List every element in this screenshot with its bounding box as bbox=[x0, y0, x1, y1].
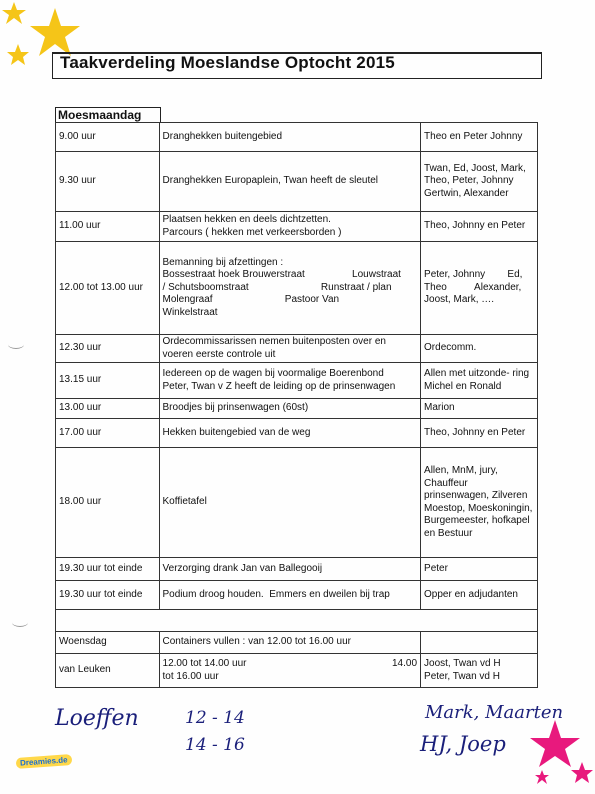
who-cell bbox=[421, 632, 538, 654]
task-line: Bossestraat hoek Brouwerstraat Louwstraat bbox=[162, 269, 401, 281]
table-row bbox=[56, 448, 538, 558]
who-line: Ordecomm. bbox=[424, 342, 477, 354]
time-cell: 9.00 uur bbox=[56, 123, 160, 152]
task-line: Podium droog houden. Emmers en dweilen bij trap bbox=[162, 588, 390, 600]
page-title: Taakverdeling Moeslandse Optocht 2015 bbox=[60, 53, 395, 72]
task-line: Broodjes bij prinsenwagen (60st) bbox=[162, 402, 309, 414]
time-cell: van Leuken bbox=[56, 654, 160, 688]
table-row bbox=[56, 399, 538, 419]
day-label: Moesmaandag bbox=[55, 107, 161, 123]
task-line: Hekken buitengebied van de weg bbox=[162, 426, 311, 438]
task-line: Verzorging drank Jan van Ballegooij bbox=[162, 562, 323, 574]
table-row bbox=[56, 212, 538, 242]
time-cell: 9.30 uur bbox=[56, 152, 160, 212]
task-line: / Schutsboomstraat Runstraat / plan bbox=[162, 281, 392, 293]
task-line: 12.00 tot 14.00 uur bbox=[162, 658, 247, 669]
task-line: Peter, Twan v Z heeft de leiding op de prinsenwagen bbox=[162, 380, 396, 392]
task-line: Plaatsen hekken en deels dichtzetten. bbox=[162, 214, 331, 225]
who-line: Marion bbox=[424, 402, 455, 414]
who-line: Chauffeur bbox=[424, 477, 468, 489]
table-row bbox=[56, 363, 538, 399]
task-cell bbox=[159, 152, 421, 212]
who-cell bbox=[421, 654, 538, 688]
time-cell: 12.00 tot 13.00 uur bbox=[56, 242, 160, 335]
table-row bbox=[56, 654, 538, 688]
who-line: Burgemeester, hofkapel bbox=[424, 515, 530, 526]
task-cell bbox=[159, 419, 421, 448]
who-line: Allen, MnM, jury, bbox=[424, 465, 498, 476]
who-line: Theo, Johnny en Peter bbox=[424, 220, 526, 232]
task-line: Bemanning bij afzettingen : bbox=[162, 256, 284, 268]
time-cell: 13.00 uur bbox=[56, 399, 160, 419]
task-cell bbox=[159, 654, 421, 688]
table-row-spacer bbox=[56, 610, 538, 632]
task-line: Ordecommissarissen nemen buitenposten over en bbox=[162, 336, 386, 347]
time-cell: 18.00 uur bbox=[56, 448, 160, 558]
task-cell bbox=[159, 399, 421, 419]
time-cell: 19.30 uur tot einde bbox=[56, 558, 160, 581]
who-line: Theo en Peter Johnny bbox=[424, 130, 523, 142]
task-cell bbox=[159, 448, 421, 558]
who-line: Allen met uitzonde- ring bbox=[424, 368, 530, 379]
task-cell bbox=[159, 363, 421, 399]
handwritten-name: Loeffen bbox=[55, 706, 139, 731]
task-line: Dranghekken buitengebied bbox=[162, 130, 283, 142]
task-line: Iedereen op de wagen bij voormalige Boerenbond bbox=[162, 368, 384, 379]
task-line: Winkelstraat bbox=[162, 306, 218, 318]
task-cell bbox=[159, 212, 421, 242]
who-line: Peter, Twan vd H bbox=[424, 670, 500, 682]
handwritten-names: HJ, Joep bbox=[420, 732, 506, 756]
who-cell bbox=[421, 123, 538, 152]
who-cell bbox=[421, 152, 538, 212]
who-line: Theo, Peter, Johnny bbox=[424, 175, 514, 187]
handwritten-time: 14 - 16 bbox=[185, 735, 245, 755]
table-row bbox=[56, 558, 538, 581]
schedule-table bbox=[55, 122, 538, 688]
table-row bbox=[56, 419, 538, 448]
task-cell: Containers vullen : van 12.00 tot 16.00 uur bbox=[159, 632, 421, 654]
who-line: Joost, Twan vd H bbox=[424, 658, 501, 669]
punch-hole-mark bbox=[12, 618, 28, 627]
who-line: Theo, Johnny en Peter bbox=[424, 426, 526, 438]
who-line: en Bestuur bbox=[424, 527, 473, 539]
task-cell bbox=[159, 581, 421, 610]
punch-hole-mark bbox=[8, 340, 24, 349]
time-cell: 17.00 uur bbox=[56, 419, 160, 448]
time-cell: 13.15 uur bbox=[56, 363, 160, 399]
who-line: Joost, Mark, …. bbox=[424, 294, 495, 306]
time-cell: Woensdag bbox=[56, 632, 160, 654]
handwritten-names: Mark, Maarten bbox=[425, 702, 564, 723]
task-line: 14.00 bbox=[392, 658, 418, 669]
who-line: Michel en Ronald bbox=[424, 380, 502, 392]
time-cell: 19.30 uur tot einde bbox=[56, 581, 160, 610]
time-cell: 11.00 uur bbox=[56, 212, 160, 242]
task-cell bbox=[159, 558, 421, 581]
who-cell bbox=[421, 363, 538, 399]
who-line: Opper en adjudanten bbox=[424, 588, 518, 600]
time-cell: 12.30 uur bbox=[56, 335, 160, 363]
who-line: Peter, Johnny Ed, bbox=[424, 269, 523, 281]
who-cell bbox=[421, 399, 538, 419]
site-logo: Dreamies.de bbox=[16, 754, 72, 769]
who-cell bbox=[421, 448, 538, 558]
table-row bbox=[56, 335, 538, 363]
handwritten-time: 12 - 14 bbox=[185, 708, 245, 728]
task-line: Dranghekken Europaplein, Twan heeft de sleutel bbox=[162, 175, 379, 187]
task-cell bbox=[159, 123, 421, 152]
task-cell bbox=[159, 242, 421, 335]
task-cell bbox=[159, 335, 421, 363]
table-row bbox=[56, 152, 538, 212]
who-cell bbox=[421, 558, 538, 581]
who-line: Theo Alexander, bbox=[424, 281, 522, 293]
who-cell bbox=[421, 419, 538, 448]
task-line: Koffietafel bbox=[162, 496, 207, 508]
task-line: Molengraaf Pastoor Van bbox=[162, 294, 340, 306]
task-line: voeren eerste controle uit bbox=[162, 348, 276, 360]
who-cell bbox=[421, 212, 538, 242]
who-line: Peter bbox=[424, 562, 448, 574]
task-line: Parcours ( hekken met verkeersborden ) bbox=[162, 226, 342, 238]
table-row bbox=[56, 123, 538, 152]
task-line: tot 16.00 uur bbox=[162, 670, 219, 682]
who-line: prinsenwagen, Zilveren bbox=[424, 490, 528, 501]
table-row bbox=[56, 632, 538, 654]
who-line: Gertwin, Alexander bbox=[424, 187, 509, 199]
table-row bbox=[56, 242, 538, 335]
who-line: Moestop, Moeskoningin, bbox=[424, 502, 533, 514]
who-cell bbox=[421, 335, 538, 363]
table-row bbox=[56, 581, 538, 610]
who-line: Twan, Ed, Joost, Mark, bbox=[424, 162, 526, 174]
who-cell bbox=[421, 242, 538, 335]
who-cell bbox=[421, 581, 538, 610]
